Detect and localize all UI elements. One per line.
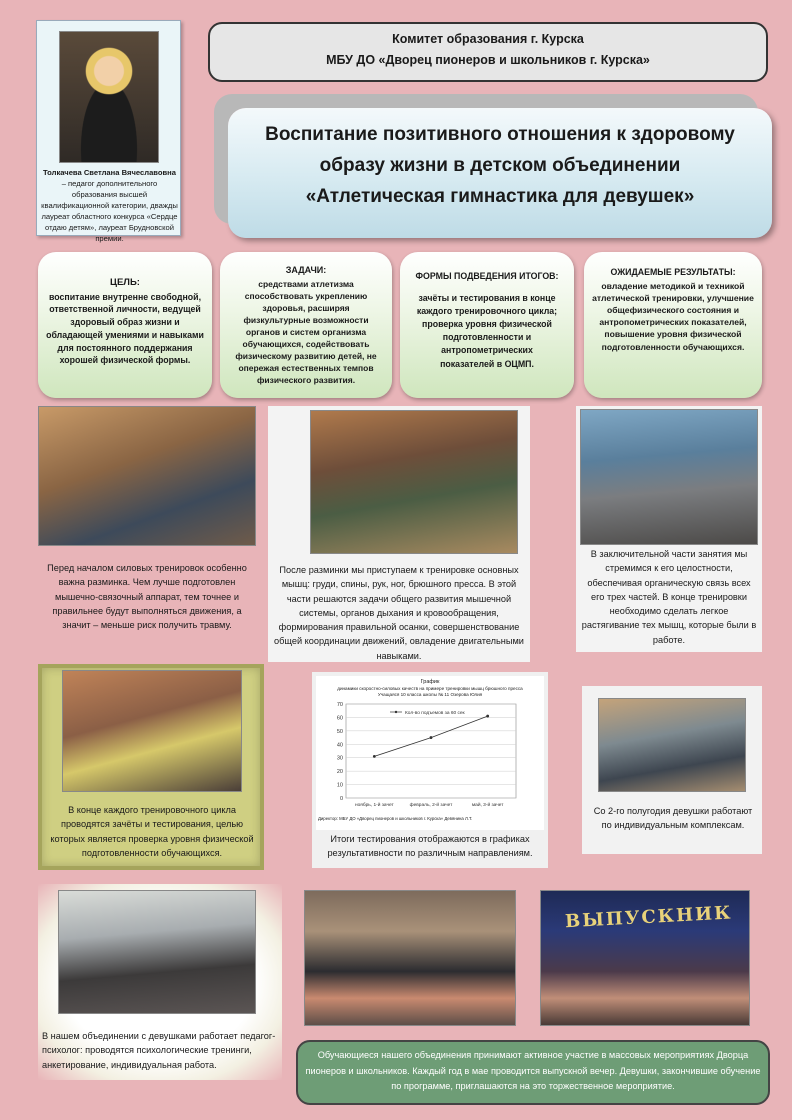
tests-photo (62, 670, 242, 792)
y-tick-label: 40 (336, 742, 343, 749)
chart-caption: Итоги тестирования отображаются в графиках результативности по различным направлениям. (327, 834, 533, 859)
title-line-3: «Атлетическая гимнастика для девушек» (305, 186, 695, 207)
legend-marker (395, 711, 397, 713)
author-caption (41, 167, 178, 244)
tasks-card (220, 252, 392, 398)
individual-photo (598, 698, 746, 792)
plot-area (346, 704, 516, 798)
graduation-banner: ВЫПУСКНИК (564, 902, 733, 933)
results-card (584, 252, 762, 398)
poster-title (228, 108, 772, 238)
y-tick-label: 50 (336, 728, 343, 735)
chart-subtitle: динамики скоростно-силовых качеств на примере тренировки мышц брюшного пресса (337, 686, 523, 691)
y-tick-label: 10 (336, 782, 343, 789)
chart-svg (316, 698, 544, 816)
events-caption: Обучающиеся нашего объединения принимают активное участие в массовых мероприятиях Дворца пионеров и школьников. Каждый год в мае проводится выпускной вечер. Девушки, закончившие обучение по программе, приглашаются на это торжественное мероприятие. (305, 1050, 761, 1092)
final-part-caption: В заключительной части занятия мы стремимся к его целостности, обеспечивая органическую связь всех его трех частей. В конце тренировки необходимо сделать легкое растягивание тех мышц, которые были в работе. (581, 549, 757, 645)
tests-caption: В конце каждого тренировочного цикла проводятся зачёты и тестирования, целью которых является проверка уровня физической подготовленности обучающихся. (50, 805, 254, 858)
author-description: – педагог дополнительного образования высшей квалификационной категории, дважды лауреат областного конкурса «Сердце отдаю детям», лауреат Брудновской премии. (41, 179, 178, 243)
author-photo (59, 31, 159, 163)
psychologist-photo (58, 890, 256, 1014)
chart-image (316, 676, 544, 830)
header-line-1: Комитет образования г. Курска (392, 32, 584, 46)
results-heading: ОЖИДАЕМЫЕ РЕЗУЛЬТАТЫ: (610, 267, 736, 277)
author-card (36, 20, 181, 243)
chart-subtitle-2: Учащаяся 10 класса школы № 11 Озерова Юлия (377, 692, 483, 697)
y-tick-label: 70 (336, 702, 343, 708)
tasks-heading: ЗАДАЧИ: (285, 265, 327, 275)
data-point (486, 715, 489, 718)
y-tick-label: 20 (336, 769, 343, 776)
y-tick-label: 0 (339, 796, 343, 802)
main-part-caption: После разминки мы приступаем к тренировке основных мышц: груди, спины, рук, ног, брюшного пресса. В этой части решаются задачи общего развития мышечной системы, органов дыхания и кровообращения, формирования правильной осанки, совершенствование общей координации движений, овладение двигательными навыками. (274, 565, 524, 661)
author-name: Толкачева Светлана Вячеславовна (43, 168, 176, 177)
goal-text: воспитание внутренне свободной, ответственной личности, ведущей здоровый образ жизни и обладающей умениями и навыками для постоянного поддержания хорошей физической формы. (46, 291, 204, 366)
data-point (373, 755, 376, 758)
psychologist-caption: В нашем объединении с девушками работает педагог-психолог: проводятся психологические тренинги, анкетирование, индивидуальная работа. (42, 1031, 276, 1070)
final-part-photo (580, 409, 758, 545)
organization-header (208, 22, 768, 82)
graduation-photo (540, 890, 750, 1026)
chart-footer: Директор: МБУ ДО «Дворец пионеров и школьников г. Курска» Девянина Л.Т. (318, 816, 473, 821)
warmup-photo (38, 406, 256, 546)
tasks-text: средствами атлетизма способствовать укреплению здоровья, расширяя физкультурные возможности органов и систем организма обучающихся, содействовать физическому развитию детей, не опережая естественных темпов физического развития. (235, 278, 377, 386)
legend-label: Кол-во подъемов за 60 сек (405, 711, 465, 716)
events-box (296, 1040, 770, 1105)
warmup-caption: Перед началом силовых тренировок особенно важна разминка. Чем лучше подготовлен мышечно-связочный аппарат, тем точнее и правильнее будут выполняться движения, а значит – меньше риск получить травму. (47, 563, 247, 630)
goal-card (38, 252, 212, 398)
data-point (430, 736, 433, 739)
header-line-2: МБУ ДО «Дворец пионеров и школьников г. Курска» (326, 53, 650, 67)
forms-heading: ФОРМЫ ПОДВЕДЕНИЯ ИТОГОВ: (415, 271, 559, 281)
x-tick-label: ноябрь, 1-й зачет (354, 803, 394, 808)
individual-caption: Со 2-го полугодия девушки работают по индивидуальным комплексам. (593, 806, 753, 831)
main-part-photo (310, 410, 518, 554)
y-tick-label: 60 (336, 715, 343, 722)
chart-title: График (420, 679, 440, 685)
title-line-2: образу жизни в детском объединении (319, 155, 681, 176)
title-line-1: Воспитание позитивного отношения к здоровому (265, 124, 735, 145)
group-photo (304, 890, 516, 1026)
goal-heading: ЦЕЛЬ: (110, 277, 140, 288)
x-tick-label: май, 3-й зачет (471, 803, 504, 808)
results-text: овладение методикой и техникой атлетической тренировки, улучшение общефизического состояния и антропометрических показателей, повышение уровня физической подготовленности обучающихся. (592, 280, 754, 352)
x-tick-label: февраль, 2-й зачет (409, 803, 453, 808)
y-tick-label: 30 (336, 755, 343, 762)
forms-card (400, 252, 574, 398)
forms-text: зачёты и тестирования в конце каждого тренировочного цикла; проверка уровня физической подготовленности и антропометрических показателей в ОЦМП. (416, 292, 558, 369)
